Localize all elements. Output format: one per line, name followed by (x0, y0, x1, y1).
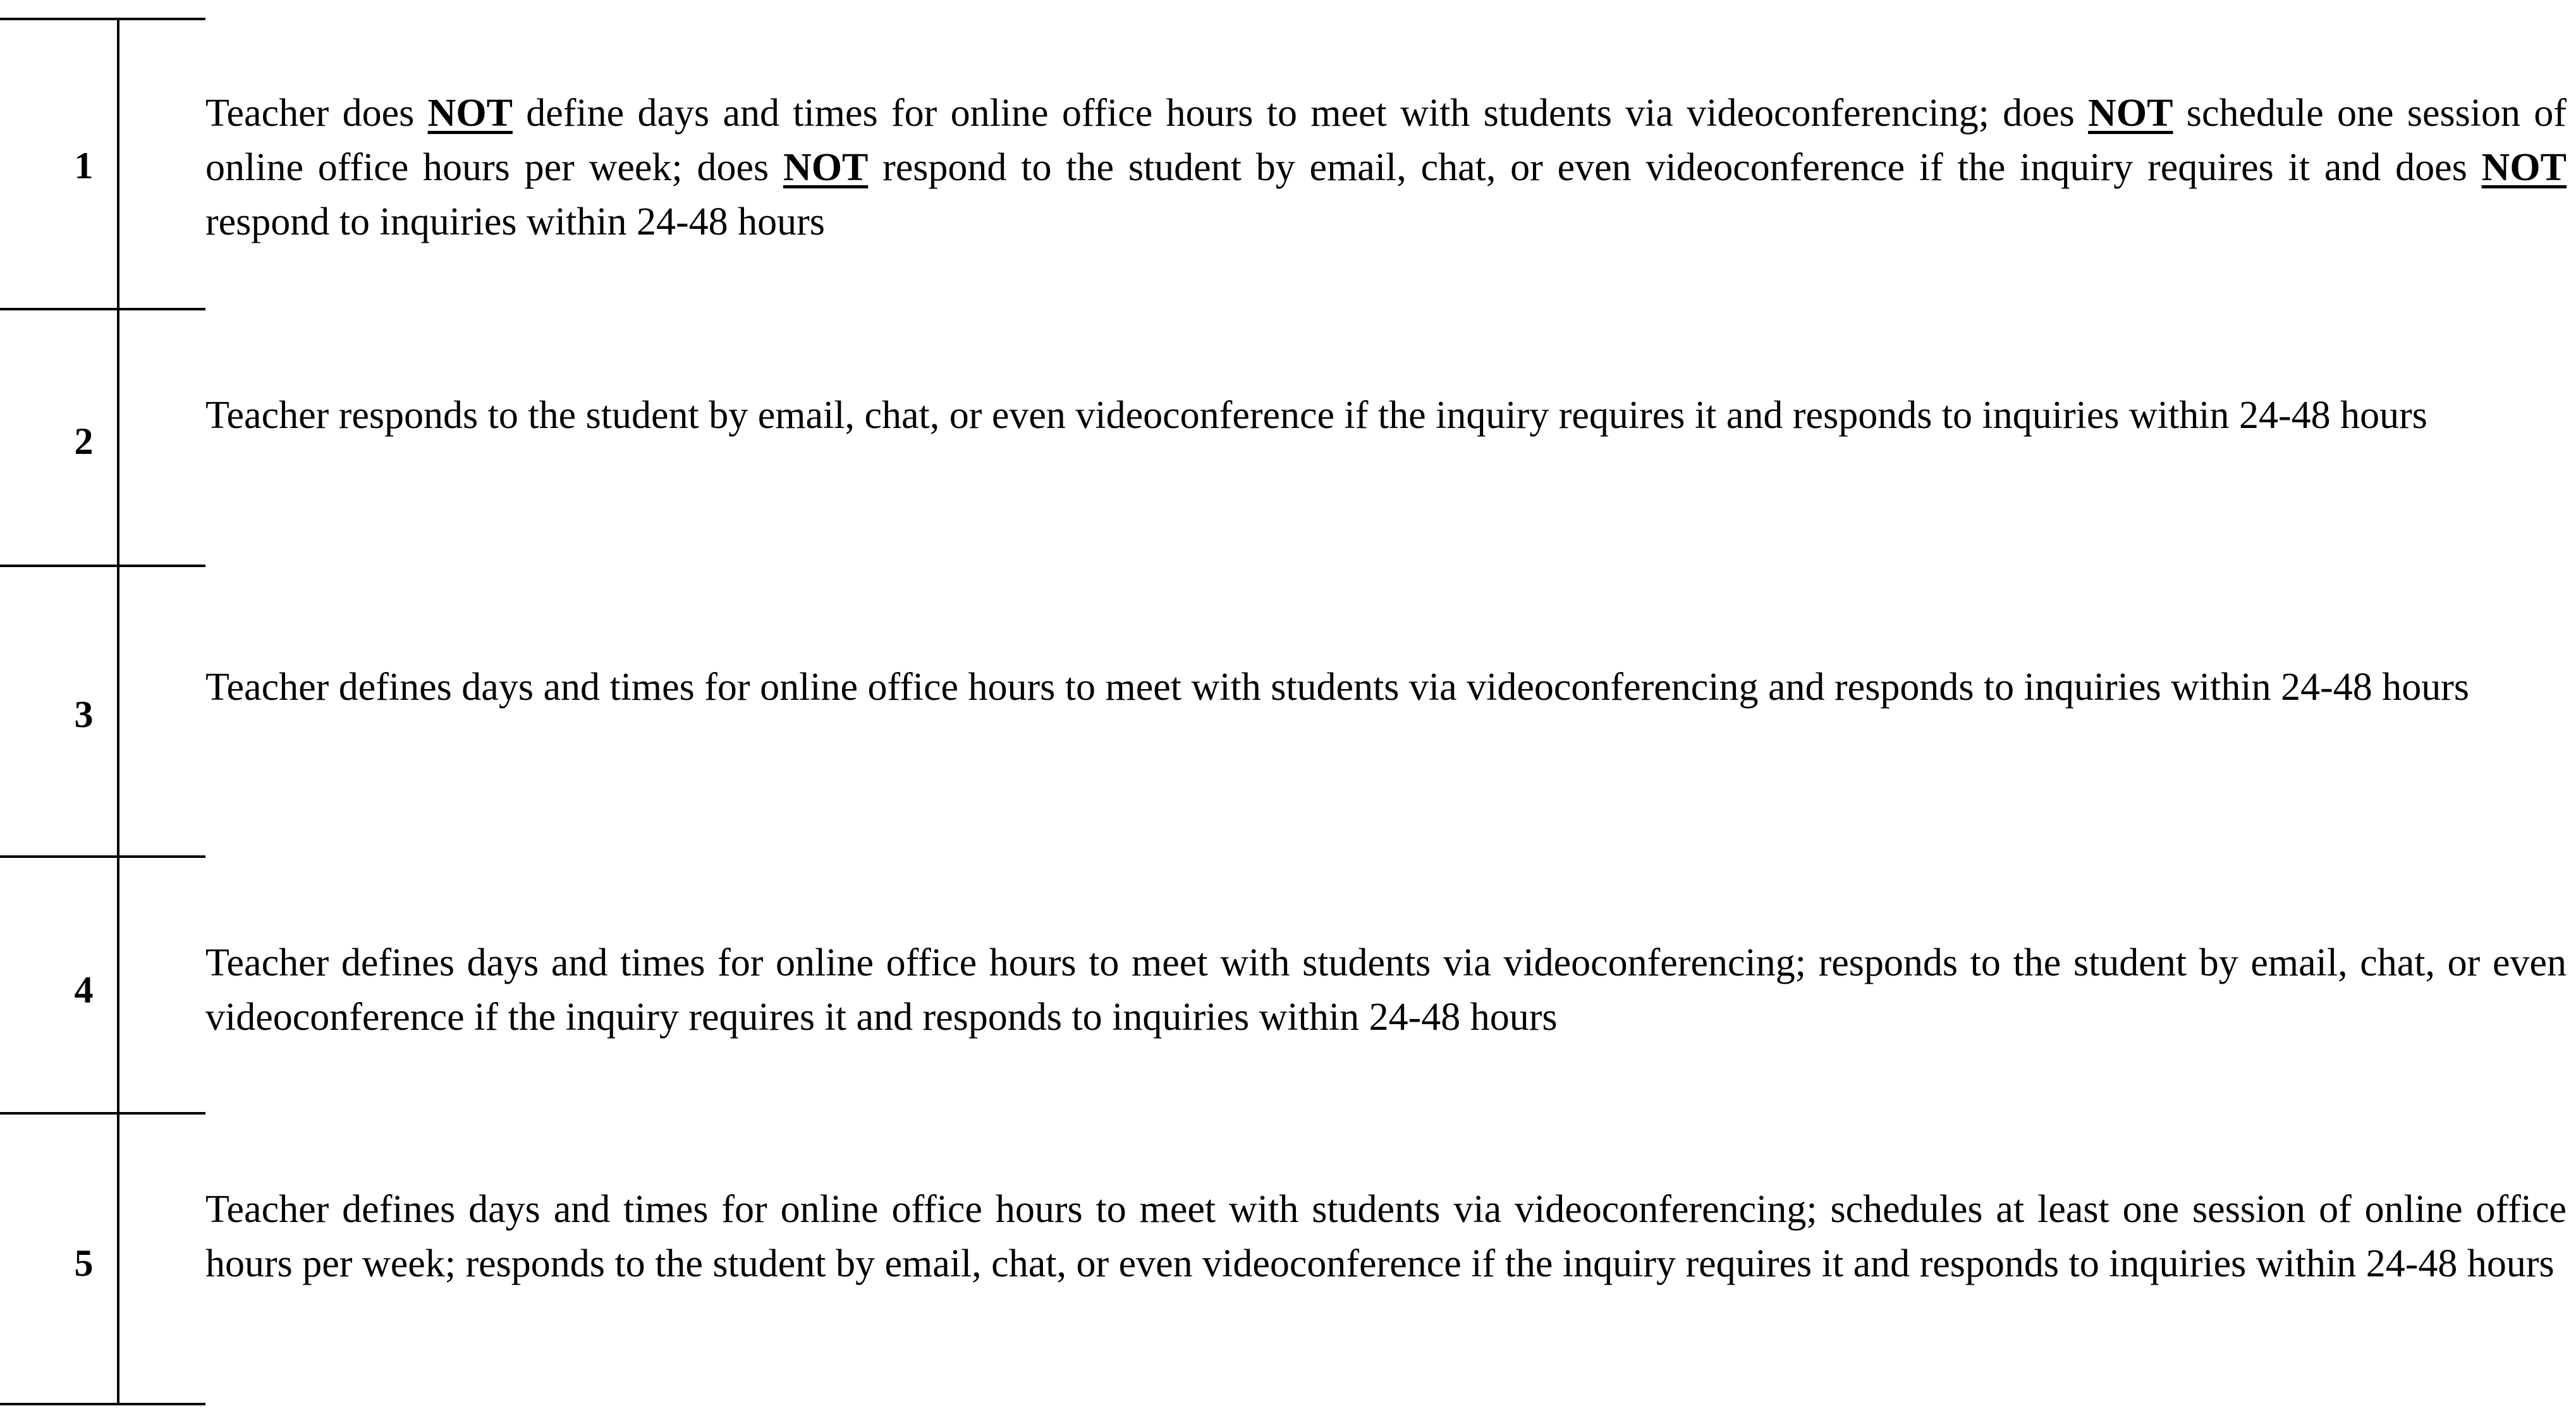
description-text: Teacher responds to the student by email, chat, or even videoconference if the inquiry requires it and responds to inquiries within 24-48 hours (205, 394, 2427, 437)
score-label: 2 (74, 420, 94, 462)
description-text: define days and times for online office hours to meet with students via videoconferencing; does (512, 92, 2089, 135)
score-label: 5 (74, 1242, 94, 1284)
negation-emphasis: NOT (783, 146, 869, 189)
negation-emphasis: NOT (2088, 92, 2173, 135)
description-text: respond to the student by email, chat, or even videoconference if the inquiry requires it and does (868, 146, 2482, 189)
row-rule (0, 1403, 205, 1405)
score-label: 3 (74, 694, 94, 735)
score-label: 4 (74, 969, 94, 1011)
negation-emphasis: NOT (2481, 146, 2567, 189)
row-rule (0, 855, 205, 858)
score-description (205, 1182, 2567, 1291)
row-rule (0, 18, 205, 20)
row-rule (0, 1112, 205, 1115)
description-text: Teacher defines days and times for online office hours to meet with students via videoconferencing; responds to the student by email, chat, or even videoconference if the inquiry requires it and responds to inquiries within 24-48 hours (205, 941, 2567, 1039)
row-rule (0, 565, 205, 567)
description-text: Teacher defines days and times for online office hours to meet with students via videoconferencing and responds to inquiries within 24-48 hours (205, 666, 2470, 709)
row-rule (0, 308, 205, 310)
description-text: Teacher does (205, 92, 428, 135)
score-description (205, 86, 2567, 249)
description-text: Teacher defines days and times for online office hours to meet with students via videoconferencing; schedules at least one session of online office hours per week; responds to the student by email, chat, or even videoconference if the inquiry requires it and responds to inquiries within 24-48 hours (205, 1188, 2567, 1285)
score-label: 1 (74, 145, 94, 186)
score-description (205, 936, 2567, 1044)
score-description (205, 660, 2567, 714)
description-text: respond to inquiries within 24-48 hours (205, 200, 825, 243)
negation-emphasis: NOT (427, 92, 513, 135)
description-text: schedule one session of online office hours per week; does (205, 92, 2567, 189)
score-description (205, 388, 2567, 443)
